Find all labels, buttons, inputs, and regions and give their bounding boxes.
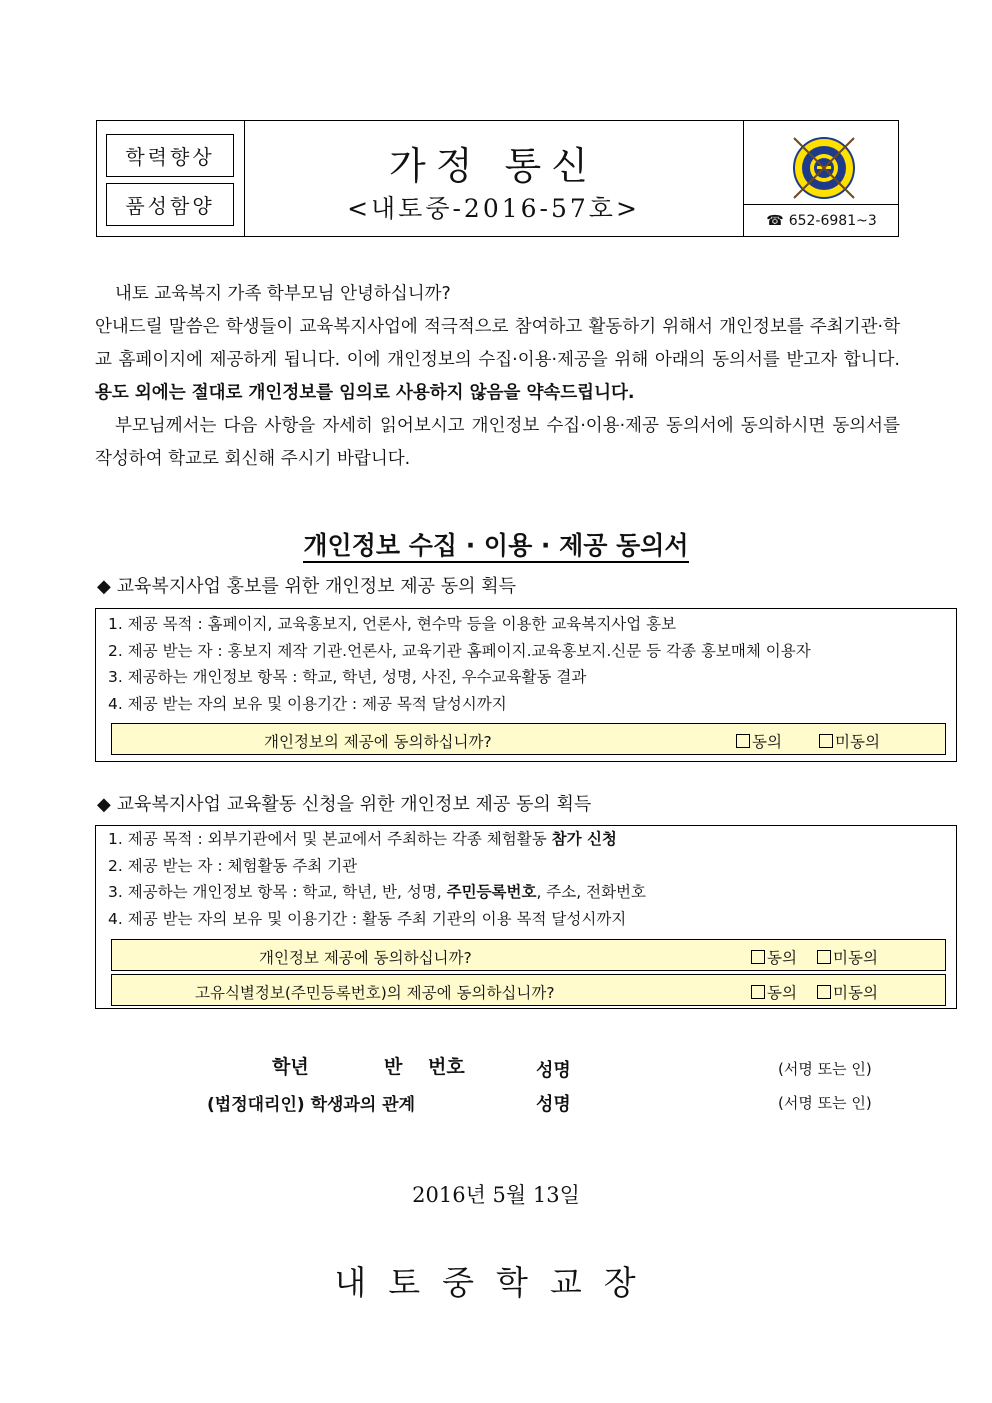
grade-label: 학년	[272, 1056, 309, 1078]
section2-item-3	[108, 879, 944, 906]
student-sign-note: (서명 또는 인)	[778, 1060, 872, 1078]
disagree-label: 미동의	[835, 733, 880, 751]
section2-item-1-bold: 참가 신청	[551, 830, 617, 848]
agree-label: 동의	[767, 984, 797, 1002]
disagree-label: 미동의	[833, 949, 878, 967]
section2-item-3-bold: 주민등록번호	[446, 883, 537, 901]
section1-question-text: 개인정보의 제공에 동의하십니까?	[264, 733, 492, 751]
issue-date: 2016년 5월 13일	[412, 1183, 580, 1207]
section2-q1-agree-option[interactable]	[751, 946, 797, 968]
intro-text	[95, 278, 900, 476]
title-column	[244, 121, 743, 236]
phone-contact	[744, 204, 899, 237]
section1-item-3: 3. 제공하는 개인정보 항목 : 학교, 학년, 성명, 사진, 우수교육활동 결과	[108, 668, 587, 686]
section2-box	[95, 825, 957, 1009]
guardian-name-label: 성명	[536, 1094, 571, 1115]
class-label: 반	[384, 1056, 403, 1078]
section2-heading: ◆ 교육복지사업 교육활동 신청을 위한 개인정보 제공 동의 획득	[97, 794, 592, 815]
section2-question-2	[111, 974, 946, 1006]
section2-item-1-text: 1. 제공 목적 : 외부기관에서 및 본교에서 주최하는 각종 체험활동	[108, 830, 552, 848]
motto-column	[97, 121, 245, 236]
agree-label: 동의	[752, 733, 782, 751]
section1-box	[95, 608, 957, 762]
number-label: 번호	[428, 1056, 465, 1078]
motto-box-2: 품성함양	[106, 183, 234, 226]
issue-number: <내토중-2016-57호>	[347, 194, 640, 223]
section2-q2-agree-option[interactable]	[751, 981, 797, 1003]
document-header	[96, 120, 899, 237]
section1-item-1: 1. 제공 목적 : 홈페이지, 교육홍보지, 언론사, 현수막 등을 이용한 교육복지사업 홍보	[108, 615, 677, 633]
disagree-label: 미동의	[833, 984, 878, 1002]
section2-item-3-text: 3. 제공하는 개인정보 항목 : 학교, 학년, 반, 성명,	[108, 883, 447, 901]
section2-question-2-text: 고유식별정보(주민등록번호)의 제공에 동의하십니까?	[195, 984, 555, 1002]
intro-paragraph	[95, 311, 900, 410]
guardian-relation-label: (법정대리인) 학생과의 관계	[207, 1095, 416, 1115]
section1-question	[111, 723, 946, 755]
agree-checkbox[interactable]	[751, 985, 765, 999]
section2-q1-disagree-option[interactable]	[817, 946, 878, 968]
agree-label: 동의	[767, 949, 797, 967]
section1-disagree-option[interactable]	[819, 730, 880, 752]
section1-item-2: 2. 제공 받는 자 : 홍보지 제작 기관.언론사, 교육기관 홈페이지.교육홍보지.신문 등 각종 홍보매체 이용자	[108, 641, 811, 660]
school-principal: 내토중학교장	[334, 1263, 658, 1302]
disagree-checkbox[interactable]	[819, 734, 833, 748]
motto-box-1: 학력향상	[106, 134, 234, 177]
phone-icon: ☎	[766, 213, 784, 229]
section2-item-3-tail: , 주소, 전화번호	[536, 883, 646, 901]
consent-title-text: 개인정보 수집 · 이용 · 제공 동의서	[303, 531, 688, 563]
intro-request: 부모님께서는 다음 사항을 자세히 읽어보시고 개인정보 수집·이용·제공 동의서에 동의하시면 동의서를 작성하여 학교로 회신해 주시기 바랍니다.	[95, 416, 900, 469]
section2-item-1	[108, 826, 944, 853]
guardian-sign-note: (서명 또는 인)	[778, 1094, 872, 1112]
disagree-checkbox[interactable]	[817, 950, 831, 964]
student-name-label: 성명	[536, 1060, 571, 1081]
school-emblem	[786, 130, 862, 206]
disagree-checkbox[interactable]	[817, 985, 831, 999]
section2-question-1	[111, 939, 946, 971]
contact-column	[743, 121, 899, 236]
section2-item-4: 4. 제공 받는 자의 보유 및 이용기간 : 활동 주최 기관의 이용 목적 달성시까지	[108, 909, 627, 928]
greeting: 내토 교육복지 가족 학부모님 안녕하십니까?	[115, 284, 451, 304]
intro-promise: 용도 외에는 절대로 개인정보를 임의로 사용하지 않음을 약속드립니다.	[95, 383, 635, 403]
agree-checkbox[interactable]	[751, 950, 765, 964]
section2-question-1-text: 개인정보 제공에 동의하십니까?	[259, 949, 472, 967]
section2-q2-disagree-option[interactable]	[817, 981, 878, 1003]
phone-number: 652-6981~3	[788, 213, 877, 229]
intro-normal: 안내드릴 말씀은 학생들이 교육복지사업에 적극적으로 참여하고 활동하기 위해서 개인정보를 주최기관·학교 홈페이지에 제공하게 됩니다. 이에 개인정보의 수집·이용·제공을 위해 아래의 동의서를 받고자 합니다.	[95, 317, 900, 370]
consent-title	[0, 526, 992, 562]
section1-heading: ◆ 교육복지사업 홍보를 위한 개인정보 제공 동의 획득	[97, 576, 517, 597]
section1-agree-option[interactable]	[736, 730, 782, 752]
section2-item-2: 2. 제공 받는 자 : 체험활동 주최 기관	[108, 856, 358, 875]
document-title: 가정 통신	[389, 144, 598, 188]
section1-item-4: 4. 제공 받는 자의 보유 및 이용기간 : 제공 목적 달성시까지	[108, 694, 507, 713]
agree-checkbox[interactable]	[736, 734, 750, 748]
